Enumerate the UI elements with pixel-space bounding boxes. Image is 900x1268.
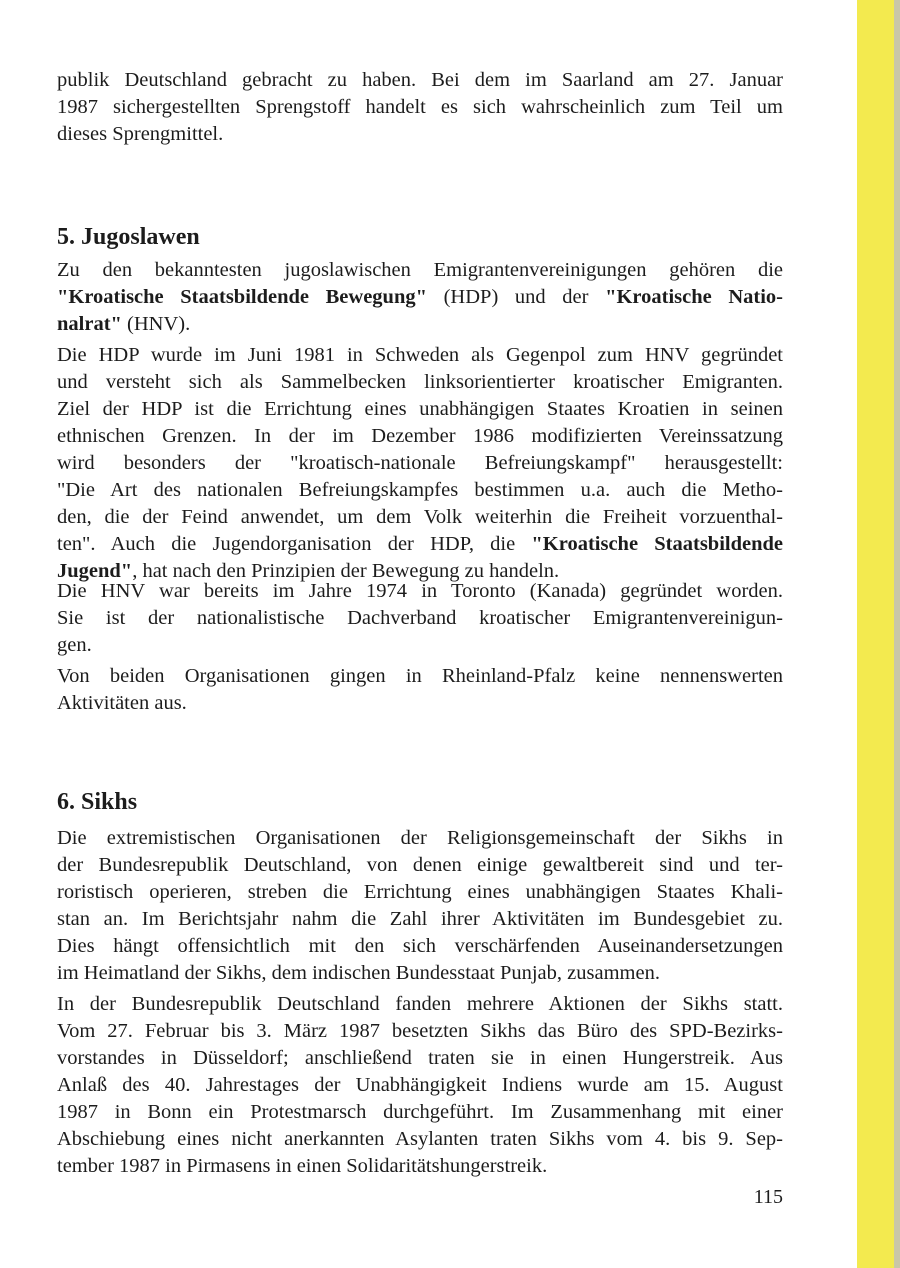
text-line (57, 1153, 783, 1180)
text: Von beiden Organisationen gingen in Rheinland-Pfalz keine nennenswerten (57, 665, 783, 687)
text: "Die Art des nationalen Befreiungskampfes bestimmen u.a. auch die Metho- (57, 479, 783, 501)
paragraph (57, 825, 783, 987)
text: Anlaß des 40. Jahrestages der Unabhängigkeit Indiens wurde am 15. August (57, 1074, 783, 1096)
text-line (57, 284, 783, 311)
text-line (57, 504, 783, 531)
text-line (57, 1045, 783, 1072)
page-edge (894, 0, 900, 1268)
text: roristisch operieren, streben die Errichtung eines unabhängigen Staates Khali- (57, 881, 783, 903)
text: tember 1987 in Pirmasens in einen Solidaritätshungerstreik. (57, 1155, 548, 1177)
text-line (57, 1018, 783, 1045)
text: der Bundesrepublik Deutschland, von denen einige gewaltbereit sind und ter- (57, 854, 783, 876)
text: Abschiebung eines nicht anerkannten Asylanten traten Sikhs vom 4. bis 9. Sep- (57, 1128, 783, 1150)
text: vorstandes in Düsseldorf; anschließend traten sie in einen Hungerstreik. Aus (57, 1047, 783, 1069)
text: ethnischen Grenzen. In der im Dezember 1986 modifizierten Vereinssatzung (57, 425, 783, 447)
text-line (57, 342, 783, 369)
text-line (57, 423, 783, 450)
text: und versteht sich als Sammelbecken linksorientierter kroatischer Emigranten. (57, 371, 783, 393)
paragraph (57, 991, 783, 1180)
text-line (57, 67, 783, 94)
text: Zu den bekanntesten jugoslawischen Emigrantenvereinigungen gehören die (57, 259, 783, 281)
paragraph (57, 257, 783, 338)
text-line (57, 94, 783, 121)
text: (HNV). (121, 313, 191, 335)
bold-text: nalrat" (57, 313, 122, 335)
text-line (57, 879, 783, 906)
text: (HDP) und der (426, 286, 606, 308)
text: 1987 sichergestellten Sprengstoff handelt es sich wahrscheinlich zum Teil um (57, 96, 783, 118)
text: Vom 27. Februar bis 3. März 1987 besetzten Sikhs das Büro des SPD-Bezirks- (57, 1020, 783, 1042)
text: , hat nach den Prinzipien der Bewegung zu handeln. (132, 560, 560, 582)
text-line (57, 477, 783, 504)
paragraph (57, 342, 783, 585)
text-line (57, 825, 783, 852)
text-line (57, 396, 783, 423)
text-line (57, 690, 783, 717)
text: Die HNV war bereits im Jahre 1974 in Toronto (Kanada) gegründet worden. (57, 580, 783, 602)
text: Dies hängt offensichtlich mit den sich verschärfenden Auseinandersetzungen (57, 935, 783, 957)
text-line (57, 578, 783, 605)
text-line (57, 311, 783, 338)
paragraph (57, 578, 783, 659)
text-line (57, 450, 783, 477)
text: ten". Auch die Jugendorganisation der HDP, die (57, 533, 532, 555)
bold-text: "Kroatische Natio- (605, 286, 783, 308)
paragraph (57, 67, 783, 148)
section-heading-sikhs: 6. Sikhs (57, 789, 138, 815)
text-line (57, 1126, 783, 1153)
text: Ziel der HDP ist die Errichtung eines unabhängigen Staates Kroatien in seinen (57, 398, 783, 420)
bold-text: "Kroatische Staatsbildende (531, 533, 783, 555)
text: stan an. Im Berichtsjahr nahm die Zahl ihrer Aktivitäten im Bundesgebiet zu. (57, 908, 783, 930)
text: Aktivitäten aus. (57, 692, 187, 714)
yellow-margin-strip (857, 0, 894, 1268)
text: im Heimatland der Sikhs, dem indischen Bundesstaat Punjab, zusammen. (57, 962, 660, 984)
text-line (57, 605, 783, 632)
section-heading-jugoslawen: 5. Jugoslawen (57, 224, 200, 250)
bold-text: Jugend" (57, 560, 133, 582)
text-line (57, 991, 783, 1018)
text-line (57, 121, 783, 148)
text-line (57, 369, 783, 396)
paragraph (57, 663, 783, 717)
text: Die HDP wurde im Juni 1981 in Schweden als Gegenpol zum HNV gegründet (57, 344, 783, 366)
text: Die extremistischen Organisationen der Religionsgemeinschaft der Sikhs in (57, 827, 783, 849)
text-line (57, 960, 783, 987)
text-line (57, 531, 783, 558)
text-line (57, 663, 783, 690)
text: publik Deutschland gebracht zu haben. Bei dem im Saarland am 27. Januar (57, 69, 783, 91)
text-line (57, 933, 783, 960)
text: 1987 in Bonn ein Protestmarsch durchgeführt. Im Zusammenhang mit einer (57, 1101, 783, 1123)
text-line (57, 906, 783, 933)
text-line (57, 257, 783, 284)
text-line (57, 852, 783, 879)
bold-text: "Kroatische Staatsbildende Bewegung" (57, 286, 427, 308)
text-line (57, 1099, 783, 1126)
page-number: 115 (753, 1186, 783, 1208)
text: dieses Sprengmittel. (57, 123, 224, 145)
text: wird besonders der "kroatisch-nationale Befreiungskampf" herausgestellt: (57, 452, 783, 474)
text-line (57, 1072, 783, 1099)
text: gen. (57, 634, 92, 656)
text: Sie ist der nationalistische Dachverband kroatischer Emigrantenvereinigun- (57, 607, 783, 629)
text-line (57, 632, 783, 659)
text: den, die der Feind anwendet, um dem Volk weiterhin die Freiheit vorzuenthal- (57, 506, 783, 528)
text: In der Bundesrepublik Deutschland fanden mehrere Aktionen der Sikhs statt. (57, 993, 783, 1015)
